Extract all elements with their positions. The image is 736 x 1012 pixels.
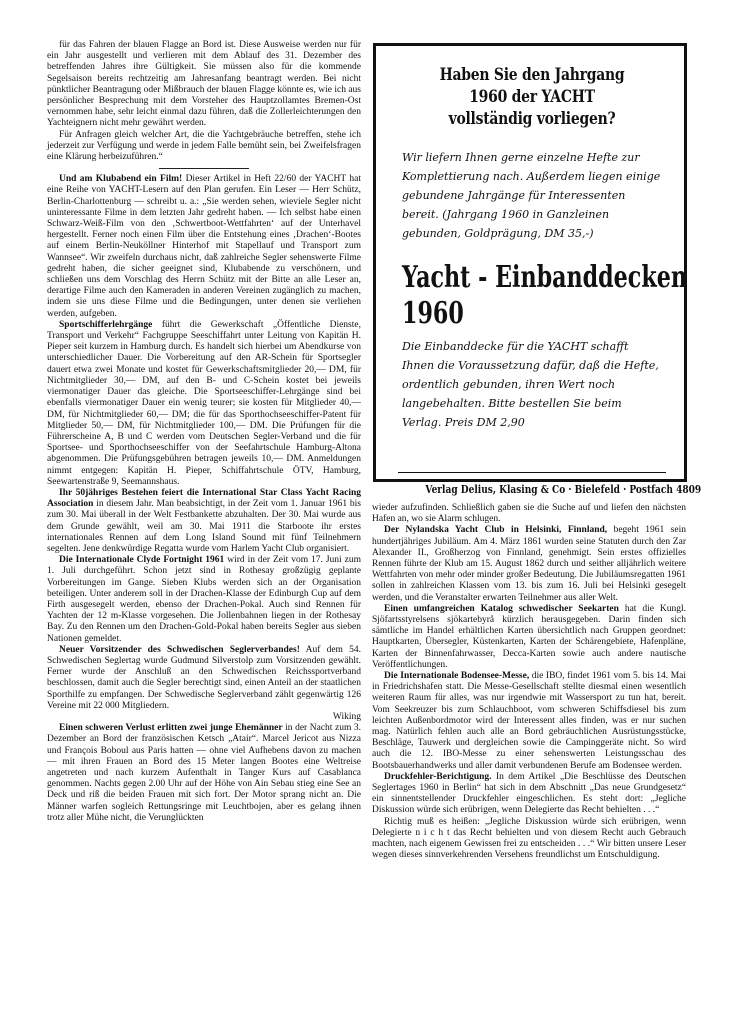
ad-title-line-2: 1960 bbox=[402, 296, 464, 331]
article-paragraph bbox=[372, 604, 686, 671]
article-paragraph bbox=[47, 130, 361, 164]
left-column bbox=[47, 40, 361, 824]
article-paragraph bbox=[47, 645, 361, 712]
author-signature: Wiking bbox=[332, 711, 361, 722]
article-body: Auf dem 54. Schwedischen Seglertag wurde Gudmund Silverstolp zum Vorsitzenden gewählt. Ferner wurde der Anschluß an den Schwedischen Reichssportverband beschlossen, damit auch die Segler berechtigt sind, einen Anteil an der staatlichen Sporthilfe zu empfangen. Der Schwedische Seglerverband zählt gegenwärtig 126 Vereine mit 22 000 Mitgliedern. bbox=[47, 644, 362, 711]
article-body: die IBO, findet 1961 vom 5. bis 14. Mai in Friedrichshafen statt. Die Messe-Gesellschaft stellte diesmal einen wesentlich weiteren Raum für alles, was nur irgendwie mit Wassersport zu tun hat, bereit. Vom Seekreuzer bis zum Schlauchboot, vom schweren Schiffsdiesel bis zum leichten Außenbordmotor wird der Interessent alles finden, was er nur suchen mag. Natürlich fehlen auch alle an Bord gebräuchlichen Ausrüstungsstücke, Beschläge, Tauwerk und dergleichen sowie die Campinggeräte nicht. So wird auch die 12. IBO-Messe zu einer sehenswerten Leistungsschau des Bootsbauerhandwerks und aller damit verbundenen Berufe am Bodensee werden. bbox=[372, 671, 686, 771]
ad-headline: Haben Sie den Jahrgang 1960 der YACHT vollständig vorliegen? bbox=[439, 65, 625, 129]
article-paragraph bbox=[47, 320, 361, 488]
article-body: in der Nacht zum 3. Dezember an Bord der französischen Ketsch „Atair“. Marcel Jericot aus Nizza und François Boboul aus Paris hatten — ohne viel Aufhebens davon zu machen — mit ihren Frauen an Bord des 15 Meter langen Bootes eine Weltreise angetreten und nach kurzem Aufenthalt in Tanger Kurs auf Casablanca genommen. Nachts gegen 2.00 Uhr auf der Höhe von Ain Sebau stieg eine See an Deck und riß die beiden Frauen mit sich fort. Der Motor sprang nicht an. Die Männer warfen sogleich Rettungsringe mit Leuchtbojen, aber es gelang ihnen trotz aller Mühe nicht, die Verunglückten bbox=[47, 723, 362, 823]
article-headline: Neuer Vorsitzender des Schwedischen Seglerverbandes! bbox=[59, 644, 300, 655]
article-headline: Ihr 50jähriges Bestehen feiert die International Star Class Yacht Racing Association bbox=[47, 487, 361, 510]
article-paragraph bbox=[372, 817, 686, 862]
article-headline: Die Internationale Bodensee-Messe, bbox=[384, 671, 530, 682]
ad-divider bbox=[398, 472, 666, 473]
ad-publisher: Verlag Delius, Klasing & Co · Bielefeld · Postfach 4809 bbox=[425, 483, 702, 496]
article-body: für das Fahren der blauen Flagge an Bord ist. Diese Ausweise werden nur für ein Jahr ausgestellt und verlieren mit dem Ablauf des 31. Dezember des betreffenden Jahres ihre Gültigkeit. Sie müssen also für die kommende Segelsaison bereits rechtzeitig am Jahresanfang beantragt werden. Bei nicht pünktlicher Beantragung oder Mißbrauch der blauen Flagge könnte es, wie ich aus persönlicher Besprechung mit dem Vorsteher des Hauptzollamtes Bremen-Ost vernommen habe, sehr leicht einmal dazu führen, daß die Zollerleichterungen den Yachteignern nicht mehr gewährt werden. bbox=[47, 40, 361, 129]
article-body: Dieser Artikel in Heft 22/60 der YACHT hat eine Reihe von YACHT-Lesern auf den Plan gerufen. Ein Leser — Herr Schütz, Berlin-Charlottenburg — schreibt u. a.: „Sie werden sehen, wieviele Segler nicht uninteressante Filme in dem letzten Jahr gedreht haben. — Ich selbst habe einen Schwarz-Weiß-Film von den ‚Schwertboot-Wettfahrten‘ auf der Unterhavel hergestellt. Ferner noch einen Film über die Entstehung eines ‚Drachen‘-Bootes auf einem Berlin-Neuköllner Hinterhof mit Stapellauf und Transport zum Wannsee“. Wir zweifeln durchaus nicht, daß zahlreiche Segler sehenswerte Filme gedreht haben, die sicher geeignet sind, Klubabende zu verschönern, und schließen uns dem Vorschlag des Herrn Schütz mit der Bitte an alle Leser an, derartige Filme auch den Kameraden in anderen Vereinen zugänglich zu machen, indem sie uns diese Filme und die Bedingungen, unter denen sie verliehen werden, aufgeben. bbox=[47, 174, 361, 319]
ad-offer-text: Wir liefern Ihnen gerne einzelne Hefte zur Komplettierung nach. Außerdem liegen einige gebundene Jahrgänge für Interessenten bereit. (Jahrgang 1960 in Ganzleinen gebunden, Goldprägung, DM 35,-) bbox=[402, 151, 661, 240]
article-body: führt die Gewerkschaft „Öffentliche Dienste, Transport und Verkehr“ Fachgruppe Seeschiffahrt unter Leitung von Kapitän H. Pieper seit kurzem in Hamburg durch. Es handelt sich hierbei um Abendkurse von unterschiedlicher Dauer. Die Vorbereitung auf den AR-Schein für Sportsegler dauert etwa zwei Monate und kostet für Gewerkschaftsmitglieder 20,— DM, für Nichtmitglieder 30,— DM, auf den B- und C-Schein kostet bei jeweils viermonatiger Dauer das gleiche. Die Sportseeschiffer-Lehrgänge sind bei ebenfalls viermonatiger Dauer ein wenig teurer; sie kosten für Mitglieder 40,— DM, für Nichtmitglieder 60,— DM; die für das Sporthochseeschiffer-Patent für Mitglieder 50,— DM, für Nichtmitglieder 100,— DM. Die Prüfungen für die Führerscheine A, B und C werden vom Deutschen Segler-Verband und die für Sportsee- und Sporthochseeschiffer von der Seefahrtschule Hamburg-Altona abgenommen. Die Prüfungsgebühren betragen jeweils 10,— DM. Anmeldungen nimmt entgegen: Kapitän H. Pieper, Schiffahrtschule ÖTV, Hamburg, Seewartenstraße 9, Seemannshaus. bbox=[47, 319, 361, 487]
article-body: in diesem Jahr. Man beabsichtigt, in der Zeit vom 1. Januar 1961 bis zum 30. Mai überall in der Welt Festbankette abzuhalten. Der 30. Mai wurde aus dem Grunde gewählt, weil am 30. Mai 1911 die Starboote ihr erstes internationales Rennen auf dem Long Island Sound mit fünf Teilnehmern segelten. Jene denkwürdige Regatta wurde vom Harlem Yacht Club organisiert. bbox=[47, 499, 361, 554]
article-body: Richtig muß es heißen: „Jegliche Diskussion würde sich erübrigen, wenn Delegierte n i c h t das Recht behielten und von diesem Recht auch Gebrauch machten, nach eigenem Gewissen frei zu entscheiden . . .“ Wir bitten unsere Leser wegen dieses sinnverkehrenden Versehens freundlichst um Entschuldigung. bbox=[372, 816, 686, 861]
article-headline: Einen schweren Verlust erlitten zwei junge Ehemänner bbox=[59, 723, 283, 734]
ad-description: Die Einbanddecke für die YACHT schafft Ihnen die Voraussetzung dafür, daß die Hefte, ordentlich gebunden, ihren Wert noch langebehalten. Bitte bestellen Sie beim Verlag. Preis DM 2,90 bbox=[402, 340, 659, 429]
article-headline: Sportschifferlehrgänge bbox=[59, 319, 153, 330]
section-divider bbox=[159, 168, 249, 169]
article-headline: Der Nylandska Yacht Club in Helsinki, Finnland, bbox=[384, 525, 608, 536]
article-body: begeht 1961 sein hundertjähriges Jubiläum. Am 4. März 1861 wurden seine Statuten durch den Zar Alexander II., Großherzog von Finnland, genehmigt. Sein erstes offizielles Rennen führte der Klub am 15. August 1862 durch und seither alljährlich weitere Wettfahrten von mehr oder minder großer Bedeutung. Die Jubiläumsregatten 1961 sollen in zahlreichen Klassen vom 13. bis zum 16. Juli bei Helsinki gesegelt werden, und die Veranstalter erwarten Teilnehmer aus aller Welt. bbox=[372, 525, 686, 603]
article-body: hat die Kungl. Sjöfartsstyrelsens sjökartebyrå kürzlich herausgegeben. Darin finden sich sämtliche im Handel erhältlichen Karten übersichtlich nach Gruppen geordnet: Hauptkarten, Übersegler, Küstenkarten, Karten der Schärengebiete, Hafenpläne, Karten der Binnenfahrwasser, Decca-Karten sowie auch andere nautische Veröffentlichungen. bbox=[372, 603, 686, 670]
article-body: wieder aufzufinden. Schließlich gaben sie die Suche auf und liefen den nächsten Hafen an, wo sie Alarm schlugen. bbox=[372, 503, 686, 525]
article-paragraph bbox=[372, 671, 686, 772]
article-paragraph bbox=[47, 40, 361, 130]
advertisement-box bbox=[373, 43, 702, 496]
article-body: Für Anfragen gleich welcher Art, die die Yachtgebräuche betreffen, stehe ich jederzeit zur Verfügung und werde in jedem Falle bemüht sein, bei Zweifelsfragen eine Klärung herbeizuführen.“ bbox=[47, 129, 361, 163]
article-paragraph bbox=[372, 525, 686, 603]
article-headline: Einen umfangreichen Katalog schwedischer Seekarten bbox=[384, 603, 619, 614]
article-headline: Und am Klubabend ein Film! bbox=[59, 174, 183, 185]
article-paragraph bbox=[47, 488, 361, 555]
article-paragraph bbox=[47, 555, 361, 645]
article-headline: Die Internationale Clyde Fortnight 1961 bbox=[59, 555, 225, 566]
right-column bbox=[372, 503, 686, 862]
article-paragraph bbox=[372, 503, 686, 525]
article-paragraph bbox=[47, 174, 361, 320]
ad-title-line-1: Yacht - Einbanddecken bbox=[402, 260, 687, 295]
article-paragraph bbox=[47, 723, 361, 824]
article-paragraph bbox=[372, 772, 686, 817]
article-body: In dem Artikel „Die Beschlüsse des Deutschen Seglertages 1960 in Berlin“ hat sich in dem Abschnitt „Das neue Grundgesetz“ ein sinnentstellender Druckfehler eingeschlichen. Es steht dort: „Jegliche Diskussion würde sich erübrigen, wenn Delegierte das Recht behielten . . .“ bbox=[372, 771, 686, 816]
article-body: wird in der Zeit vom 17. Juni zum 1. Juli durchgeführt. Schon jetzt sind in Rothesay großzügig geplante Vorbereitungen im Gange. Sieben Klubs werden sich an der Organisation beteiligen. Unter anderem soll in der Drachen-Klasse der Edinburgh Cup auf dem Firth ausgesegelt werden, ebenso der Drachen-Pokal. Auch sind Rennen für Yachten der 12 m-Klasse vorgesehen. Die Jollenbahnen liegen in der Rothesay Bay. Zu den Rennen um den Drachen-Gold-Pokal haben bereits Segler aus sieben Nationen gemeldet. bbox=[47, 555, 361, 644]
article-headline: Druckfehler-Berichtigung. bbox=[384, 771, 492, 782]
